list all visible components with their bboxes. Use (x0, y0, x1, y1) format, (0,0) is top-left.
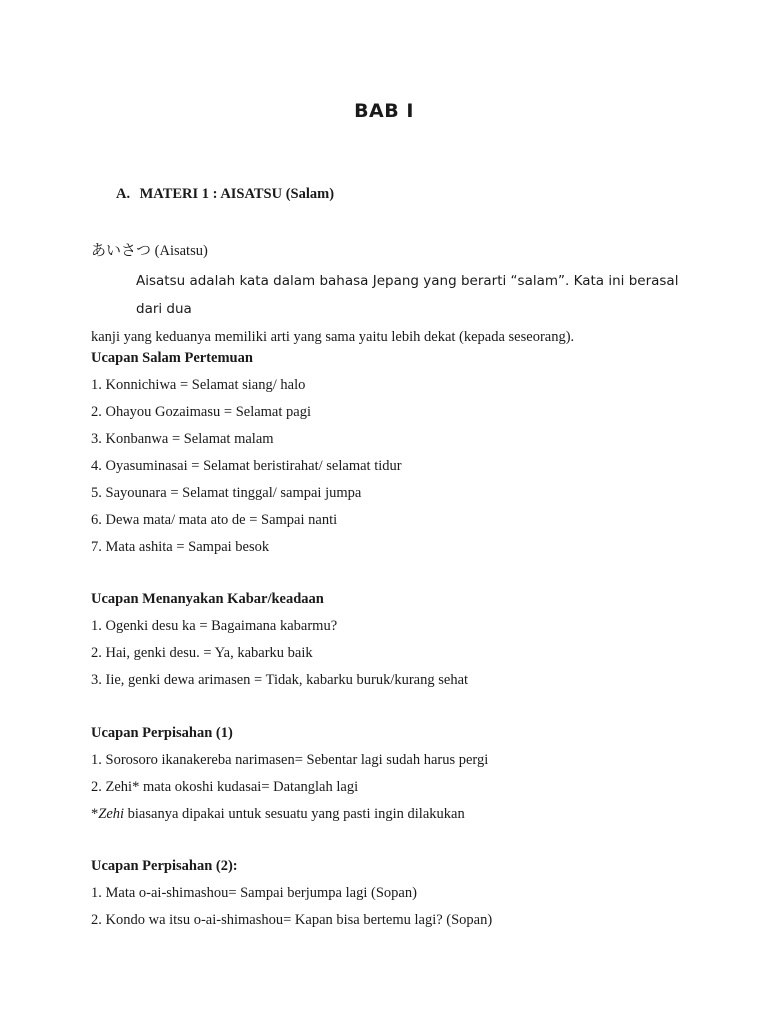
intro-paragraph (91, 267, 691, 351)
list-item: 4. Oyasuminasai = Selamat beristirahat/ selamat tidur (91, 458, 402, 474)
list-item: 1. Konnichiwa = Selamat siang/ halo (91, 377, 306, 393)
term-kana: あいさつ (91, 241, 152, 259)
asking-condition-group (91, 586, 711, 694)
footnote (91, 801, 711, 828)
list-item: 7. Mata ashita = Sampai besok (91, 539, 270, 555)
list-item: 3. Konbanwa = Selamat malam (91, 431, 274, 447)
list-item: 5. Sayounara = Selamat tinggal/ sampai jumpa (91, 485, 362, 501)
group-heading: Ucapan Perpisahan (2): (91, 858, 238, 874)
paragraph-continuation: kanji yang keduanya memiliki arti yang sama yaitu lebih dekat (kepada seseorang). (91, 329, 575, 345)
group-heading: Ucapan Menanyakan Kabar/keadaan (91, 591, 324, 607)
list-item: 2. Ohayou Gozaimasu = Selamat pagi (91, 404, 311, 420)
footnote-emphasis: Zehi (98, 806, 125, 822)
list-item: 6. Dewa mata/ mata ato de = Sampai nanti (91, 512, 338, 528)
list-item: 1. Sorosoro ikanakereba narimasen= Sebentar lagi sudah harus pergi (91, 752, 489, 768)
greeting-meeting-group (91, 345, 711, 561)
section-label: MATERI 1 : AISATSU (Salam) (139, 186, 335, 202)
group-heading: Ucapan Salam Pertemuan (91, 350, 253, 366)
group-heading: Ucapan Perpisahan (1) (91, 725, 233, 741)
list-item: 1. Ogenki desu ka = Bagaimana kabarmu? (91, 618, 338, 634)
term-line (91, 239, 208, 260)
list-item: 2. Zehi* mata okoshi kudasai= Datanglah lagi (91, 779, 359, 795)
list-item: 3. Iie, genki dewa arimasen = Tidak, kabarku buruk/kurang sehat (91, 672, 469, 688)
footnote-marker: * (91, 806, 99, 822)
list-item: 1. Mata o-ai-shimashou= Sampai berjumpa lagi (Sopan) (91, 885, 417, 901)
farewell-1-group (91, 720, 711, 828)
section-heading (116, 186, 334, 203)
chapter-title: BAB I (354, 100, 414, 122)
paragraph-sentence-1: Aisatsu adalah kata dalam bahasa Jepang yang berarti “salam”. Kata ini berasal dari dua (136, 273, 679, 317)
list-item: 2. Hai, genki desu. = Ya, kabarku baik (91, 645, 313, 661)
section-number: A. (116, 186, 131, 202)
farewell-2-group (91, 853, 711, 934)
term-romaji: (Aisatsu) (154, 243, 208, 259)
list-item: 2. Kondo wa itsu o-ai-shimashou= Kapan bisa bertemu lagi? (Sopan) (91, 912, 493, 928)
footnote-text: biasanya dipakai untuk sesuatu yang pasti ingin dilakukan (124, 806, 465, 822)
